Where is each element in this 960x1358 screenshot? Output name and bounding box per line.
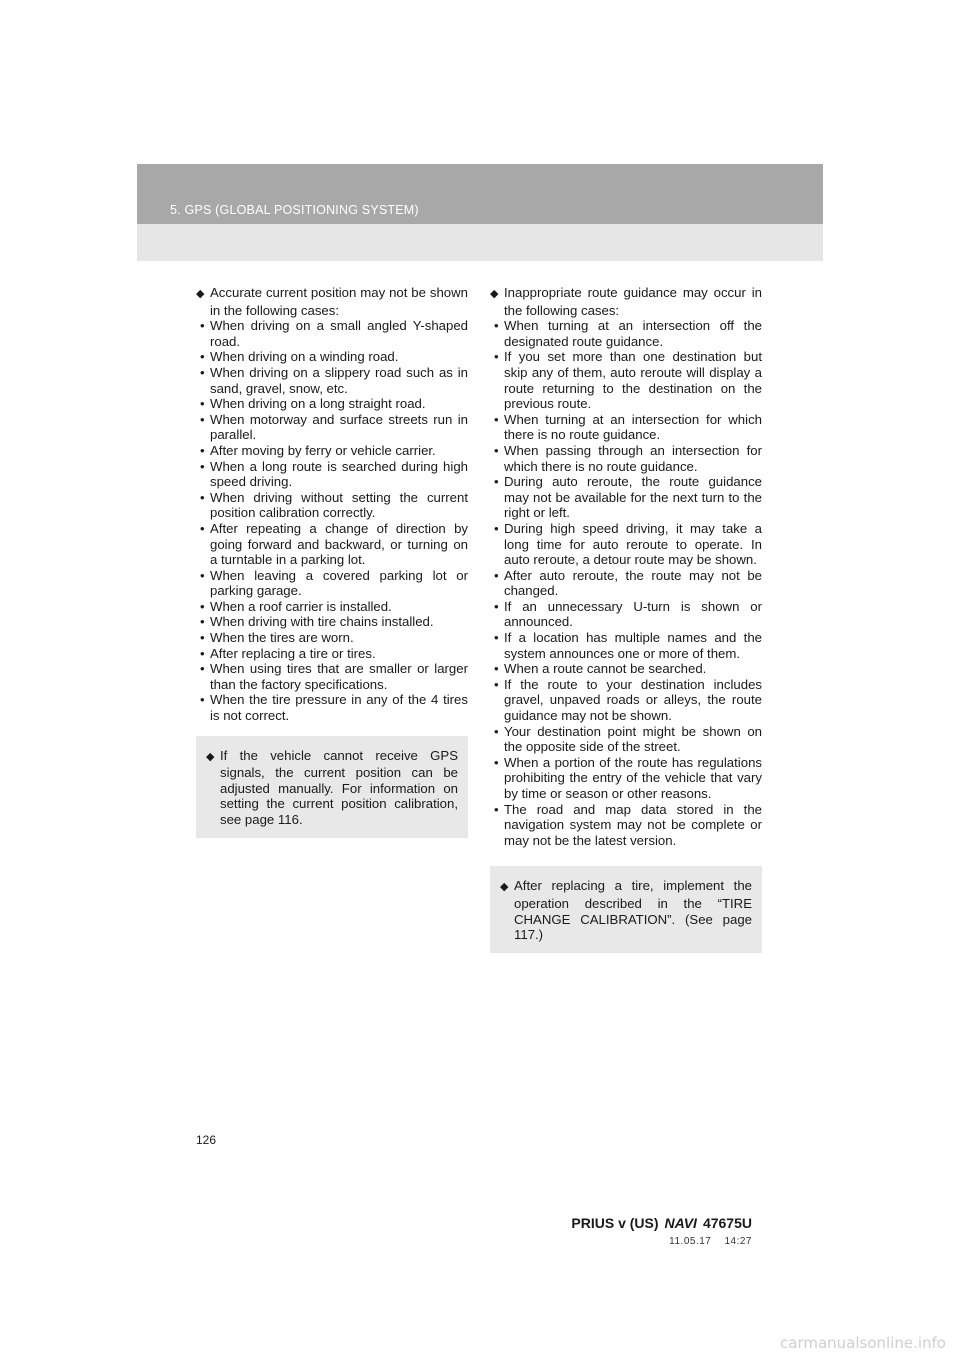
bullet-dot-icon: • — [494, 630, 499, 646]
bullet-dot-icon: • — [200, 349, 205, 365]
bullet-dot-icon: • — [494, 318, 499, 334]
list-item-text: When using tires that are smaller or larger than the factory specifications. — [210, 661, 468, 692]
route-guidance-bullet — [490, 285, 762, 848]
list-item — [196, 646, 468, 662]
bullet-dot-icon: • — [494, 754, 499, 770]
bullet-dot-icon: • — [494, 474, 499, 490]
list-item — [490, 755, 762, 802]
list-item — [196, 521, 468, 568]
list-item — [196, 661, 468, 692]
accuracy-bullet — [196, 285, 468, 724]
navi-label: NAVI — [664, 1215, 697, 1231]
page-number: 126 — [196, 1133, 217, 1147]
list-item-text: If an unnecessary U-turn is shown or announced. — [504, 598, 762, 630]
list-item-text: When a roof carrier is installed. — [210, 598, 392, 614]
list-item-text: When turning at an intersection off the designated route guidance. — [504, 318, 762, 349]
list-item — [196, 412, 468, 443]
list-item — [490, 599, 762, 630]
list-item — [196, 318, 468, 349]
print-date: 11.05.17 — [669, 1236, 712, 1247]
footer-date — [669, 1236, 752, 1247]
list-item-text: The road and map data stored in the navigation system may not be complete or may not be the latest version. — [504, 801, 762, 848]
route-guidance-cases-list — [490, 318, 762, 848]
bullet-dot-icon: • — [200, 661, 205, 677]
bullet-dot-icon: • — [200, 567, 205, 583]
bullet-dot-icon: • — [200, 598, 205, 614]
bullet-dot-icon: • — [200, 411, 205, 427]
list-item — [196, 614, 468, 630]
bullet-dot-icon: • — [200, 630, 205, 646]
bullet-dot-icon: • — [200, 692, 205, 708]
model-name: PRIUS v (US) — [571, 1215, 659, 1231]
bullet-dot-icon: • — [200, 442, 205, 458]
note-box — [196, 736, 468, 838]
accuracy-cases-list — [196, 318, 468, 723]
bullet-dot-icon: • — [200, 489, 205, 505]
list-item — [490, 349, 762, 411]
footer-model — [571, 1215, 752, 1231]
watermark: carmanualsonline.info — [780, 1334, 946, 1352]
list-item — [196, 599, 468, 615]
bullet-dot-icon: • — [494, 723, 499, 739]
bullet-dot-icon: • — [200, 396, 205, 412]
list-item-text: After replacing a tire or tires. — [210, 645, 376, 661]
list-item-text: When driving on a winding road. — [210, 349, 399, 365]
list-item — [490, 661, 762, 677]
bullet-lead: Inappropriate route guidance may occur in the following cases: — [504, 285, 762, 318]
list-item-text: When turning at an intersection for which there is no route guidance. — [504, 411, 762, 443]
bullet-dot-icon: • — [494, 411, 499, 427]
diamond-bullet-icon: ◆ — [500, 881, 509, 894]
list-item-text: When the tires are worn. — [210, 630, 354, 646]
list-item-text: When a long route is searched during high speed driving. — [210, 458, 468, 490]
bullet-dot-icon: • — [494, 567, 499, 583]
list-item-text: If you set more than one destination but skip any of them, auto reroute will display a route returning to the destination on the previous route. — [504, 349, 762, 412]
list-item-text: Your destination point might be shown on the opposite side of the street. — [504, 723, 762, 755]
list-item — [196, 365, 468, 396]
bullet-dot-icon: • — [200, 520, 205, 536]
bullet-dot-icon: • — [200, 318, 205, 334]
list-item-text: When a route cannot be searched. — [504, 661, 707, 677]
list-item — [490, 443, 762, 474]
list-item — [490, 630, 762, 661]
list-item-text: After repeating a change of direction by going forward and backward, or turning on a turntable in a parking lot. — [210, 520, 468, 568]
bullet-lead: Accurate current position may not be shown in the following cases: — [210, 285, 468, 318]
print-time: 14:27 — [724, 1236, 752, 1247]
bullet-dot-icon: • — [200, 645, 205, 661]
list-item-text: During high speed driving, it may take a long time for auto reroute to operate. In auto reroute, a detour route may be shown. — [504, 520, 762, 568]
diamond-bullet-icon: ◆ — [196, 288, 205, 300]
list-item — [196, 443, 468, 459]
bullet-dot-icon: • — [494, 520, 499, 536]
list-item-text: When motorway and surface streets run in parallel. — [210, 411, 468, 443]
bullet-dot-icon: • — [494, 349, 499, 365]
note-text: If the vehicle cannot receive GPS signals, the current position can be adjusted manually. For information on setting the current position calibration, see page 116. — [220, 747, 458, 827]
bullet-dot-icon: • — [494, 661, 499, 677]
list-item-text: If a location has multiple names and the system announces one or more of them. — [504, 630, 762, 661]
list-item — [196, 459, 468, 490]
list-item-text: After auto reroute, the route may not be changed. — [504, 567, 762, 599]
bullet-dot-icon: • — [200, 364, 205, 380]
list-item-text: When a portion of the route has regulations prohibiting the entry of the vehicle that vary by time or season or other reasons. — [504, 754, 762, 801]
list-item — [196, 490, 468, 521]
bullet-dot-icon: • — [200, 614, 205, 630]
diamond-bullet-icon: ◆ — [206, 750, 215, 763]
bullet-dot-icon: • — [494, 801, 499, 817]
list-item-text: When driving with tire chains installed. — [210, 614, 434, 630]
list-item — [196, 349, 468, 365]
right-column — [490, 285, 762, 953]
list-item — [490, 724, 762, 755]
list-item-text: When passing through an intersection for which there is no route guidance. — [504, 442, 762, 474]
note-text: After replacing a tire, implement the operation described in the “TIRE CHANGE CALIBRATION”. (See page 117.) — [514, 878, 752, 943]
list-item — [490, 677, 762, 724]
list-item — [196, 630, 468, 646]
list-item — [196, 568, 468, 599]
header-subband — [137, 224, 823, 261]
bullet-dot-icon: • — [494, 676, 499, 692]
list-item — [490, 318, 762, 349]
list-item — [196, 396, 468, 412]
list-item-text: During auto reroute, the route guidance may not be available for the next turn to the right or left. — [504, 474, 762, 521]
list-item-text: When driving without setting the current position calibration correctly. — [210, 489, 468, 521]
section-title: 5. GPS (GLOBAL POSITIONING SYSTEM) — [170, 203, 419, 217]
bullet-dot-icon: • — [200, 458, 205, 474]
list-item-text: If the route to your destination includes gravel, unpaved roads or alleys, the route guidance may not be shown. — [504, 676, 762, 724]
list-item-text: When the tire pressure in any of the 4 tires is not correct. — [210, 692, 468, 724]
diamond-bullet-icon: ◆ — [490, 288, 499, 300]
list-item-text: When driving on a small angled Y-shaped road. — [210, 318, 468, 349]
list-item — [490, 412, 762, 443]
manual-code: 47675U — [702, 1215, 752, 1231]
bullet-dot-icon: • — [494, 442, 499, 458]
list-item-text: When leaving a covered parking lot or parking garage. — [210, 567, 468, 599]
list-item — [490, 521, 762, 568]
list-item — [196, 692, 468, 723]
list-item — [490, 474, 762, 521]
list-item — [490, 568, 762, 599]
bullet-dot-icon: • — [494, 598, 499, 614]
list-item-text: After moving by ferry or vehicle carrier. — [210, 442, 436, 458]
note-box — [490, 866, 762, 952]
left-column — [196, 285, 468, 838]
list-item-text: When driving on a slippery road such as in sand, gravel, snow, etc. — [210, 364, 468, 396]
list-item — [490, 802, 762, 849]
list-item-text: When driving on a long straight road. — [210, 396, 426, 412]
